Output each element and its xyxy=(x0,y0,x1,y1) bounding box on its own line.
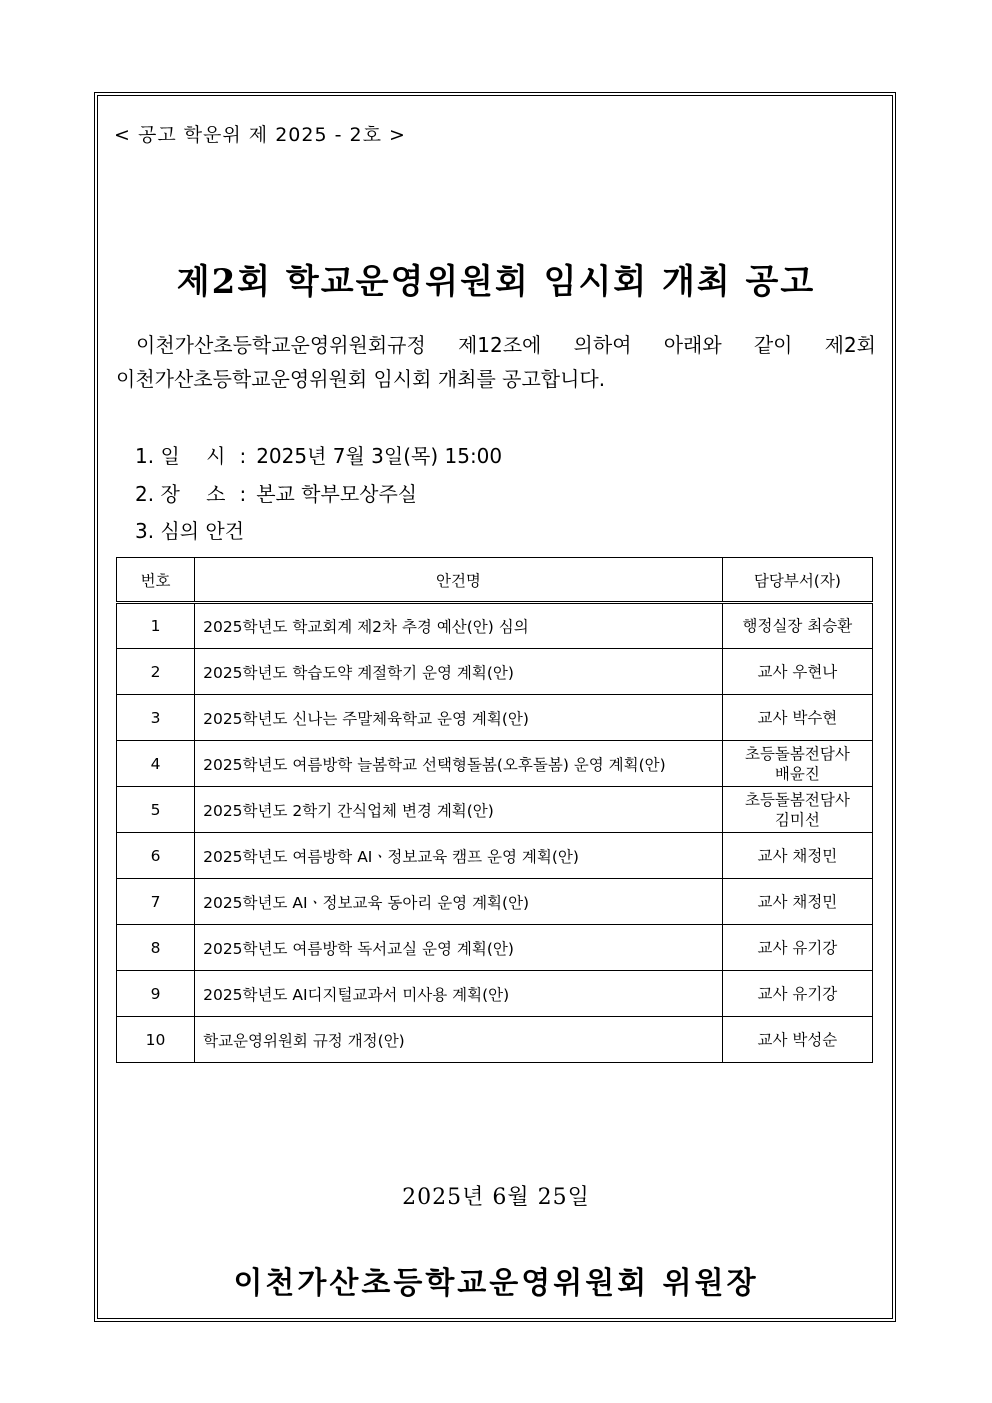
row-department xyxy=(722,695,872,741)
row-agenda-name: 2025학년도 학교회계 제2차 추경 예산(안) 심의 xyxy=(195,603,723,649)
dept-line: 행정실장 최승환 xyxy=(742,617,853,635)
row-agenda-name: 2025학년도 2학기 간식업체 변경 계획(안) xyxy=(195,787,723,833)
row-number: 2 xyxy=(117,649,195,695)
header-number: 번호 xyxy=(117,558,195,603)
table-row xyxy=(117,879,873,925)
table-row xyxy=(117,1017,873,1063)
row-number: 1 xyxy=(117,603,195,649)
row-number: 8 xyxy=(117,925,195,971)
dept-line: 초등돌봄전담사 xyxy=(744,790,850,809)
table-row xyxy=(117,741,873,787)
row-agenda-name: 2025학년도 신나는 주말체육학교 운영 계획(안) xyxy=(195,695,723,741)
item-separator: : xyxy=(239,444,247,468)
row-department xyxy=(722,971,872,1017)
row-department xyxy=(722,1017,872,1063)
table-row xyxy=(117,695,873,741)
header-agenda-name: 안건명 xyxy=(195,558,723,603)
intro-paragraph xyxy=(116,328,876,396)
row-agenda-name: 2025학년도 학습도약 계절학기 운영 계획(안) xyxy=(195,649,723,695)
item-agenda-heading xyxy=(135,515,244,544)
row-department xyxy=(722,925,872,971)
item-datetime xyxy=(135,440,502,469)
row-number: 5 xyxy=(117,787,195,833)
row-agenda-name: 2025학년도 여름방학 독서교실 운영 계획(안) xyxy=(195,925,723,971)
row-department xyxy=(722,879,872,925)
item-label: 2. 장 소 xyxy=(135,482,226,506)
table-row xyxy=(117,603,873,649)
announcement-date: 2025년 6월 25일 xyxy=(402,1185,590,1210)
item-separator: : xyxy=(239,482,247,506)
dept-line-2: 김미선 xyxy=(774,810,820,829)
header-department: 담당부서(자) xyxy=(722,558,872,603)
row-department xyxy=(722,787,872,833)
dept-line-2: 배윤진 xyxy=(774,764,820,783)
table-row xyxy=(117,787,873,833)
dept-line: 교사 유기강 xyxy=(757,984,838,1003)
row-department xyxy=(722,603,872,649)
row-number: 4 xyxy=(117,741,195,787)
agenda-table xyxy=(116,557,873,1063)
row-agenda-name: 2025학년도 여름방학 늘봄학교 선택형돌봄(오후돌봄) 운영 계획(안) xyxy=(195,741,723,787)
table-row xyxy=(117,833,873,879)
notice-number: < 공고 학운위 제 2025 - 2호 > xyxy=(114,124,406,146)
table-row xyxy=(117,971,873,1017)
item-label: 1. 일 시 xyxy=(135,444,226,468)
row-agenda-name: 2025학년도 AIㆍ정보교육 동아리 운영 계획(안) xyxy=(195,879,723,925)
row-number: 3 xyxy=(117,695,195,741)
row-department xyxy=(722,833,872,879)
table-row xyxy=(117,649,873,695)
signer-name: 이천가산초등학교운영위원회 위원장 xyxy=(233,1266,759,1301)
dept-line: 교사 유기강 xyxy=(757,938,838,957)
item-label: 3. 심의 안건 xyxy=(135,519,245,543)
item-value: 본교 학부모상주실 xyxy=(256,482,418,506)
row-agenda-name: 2025학년도 AI디지털교과서 미사용 계획(안) xyxy=(195,971,723,1017)
intro-line-1: 이천가산초등학교운영위원회규정 제12조에 의하여 아래와 같이 제2회 xyxy=(136,333,876,357)
table-row xyxy=(117,925,873,971)
row-agenda-name: 2025학년도 여름방학 AIㆍ정보교육 캠프 운영 계획(안) xyxy=(195,833,723,879)
intro-line-2: 이천가산초등학교운영위원회 임시회 개최를 공고합니다. xyxy=(116,367,606,391)
row-department xyxy=(722,741,872,787)
row-department xyxy=(722,649,872,695)
row-number: 9 xyxy=(117,971,195,1017)
item-location xyxy=(135,478,417,507)
dept-line: 교사 채정민 xyxy=(757,846,838,865)
dept-line: 초등돌봄전담사 xyxy=(744,744,850,763)
table-header-row xyxy=(117,558,873,603)
dept-line: 교사 채정민 xyxy=(757,892,838,911)
row-number: 7 xyxy=(117,879,195,925)
item-value: 2025년 7월 3일(목) 15:00 xyxy=(256,444,503,468)
row-number: 6 xyxy=(117,833,195,879)
dept-line: 교사 우현나 xyxy=(757,662,838,681)
dept-line: 교사 박성순 xyxy=(757,1030,838,1049)
row-agenda-name: 학교운영위원회 규정 개정(안) xyxy=(195,1017,723,1063)
row-number: 10 xyxy=(117,1017,195,1063)
dept-line: 교사 박수현 xyxy=(757,708,838,727)
document-title: 제2회 학교운영위원회 임시회 개최 공고 xyxy=(176,262,816,302)
